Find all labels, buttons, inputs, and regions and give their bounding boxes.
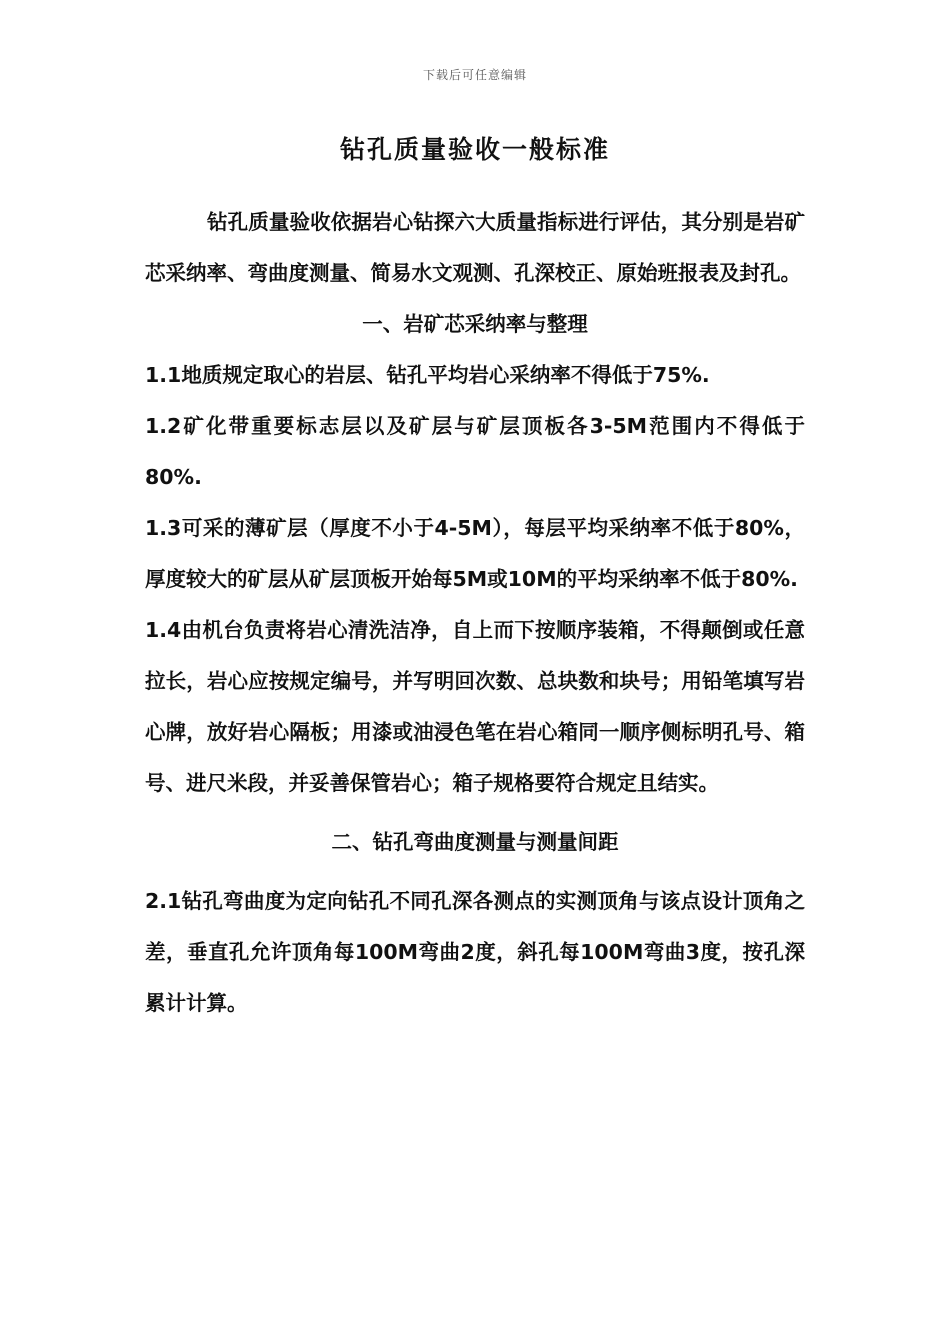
section-1-item-4: 1.4由机台负责将岩心清洗洁净，自上而下按顺序装箱，不得颠倒或任意拉长，岩心应按规定编号，并写明回次数、总块数和块号；用铅笔填写岩心牌，放好岩心隔板；用漆或油浸色笔在岩心箱同一顺序侧标明孔号、箱号、进尺米段，并妥善保管岩心；箱子规格要符合规定且结实。 bbox=[145, 618, 805, 795]
document-title: 钻孔质量验收一般标准 bbox=[339, 135, 610, 164]
section-1-item-1: 1.1地质规定取心的岩层、钻孔平均岩心采纳率不得低于75%. bbox=[145, 363, 710, 387]
section-heading-2: 二、钻孔弯曲度测量与测量间距 bbox=[331, 830, 619, 854]
section-1-item-3: 1.3可采的薄矿层（厚度不小于4-5M），每层平均采纳率不低于80%，厚度较大的矿层从矿层顶板开始每5M或10M的平均采纳率不低于80%. bbox=[145, 516, 805, 591]
section-2-item-1: 2.1钻孔弯曲度为定向钻孔不同孔深各测点的实测顶角与该点设计顶角之差，垂直孔允许顶角每100M弯曲2度，斜孔每100M弯曲3度，按孔深累计计算。 bbox=[145, 889, 805, 1015]
document-body bbox=[145, 197, 805, 1029]
section-heading-1: 一、岩矿芯采纳率与整理 bbox=[362, 312, 588, 336]
intro-paragraph: 钻孔质量验收依据岩心钻探六大质量指标进行评估，其分别是岩矿芯采纳率、弯曲度测量、简易水文观测、孔深校正、原始班报表及封孔。 bbox=[145, 210, 805, 285]
section-1-item-2: 1.2矿化带重要标志层以及矿层与矿层顶板各3-5M范围内不得低于80%. bbox=[145, 414, 805, 489]
download-note: 下载后可任意编辑 bbox=[422, 68, 527, 82]
